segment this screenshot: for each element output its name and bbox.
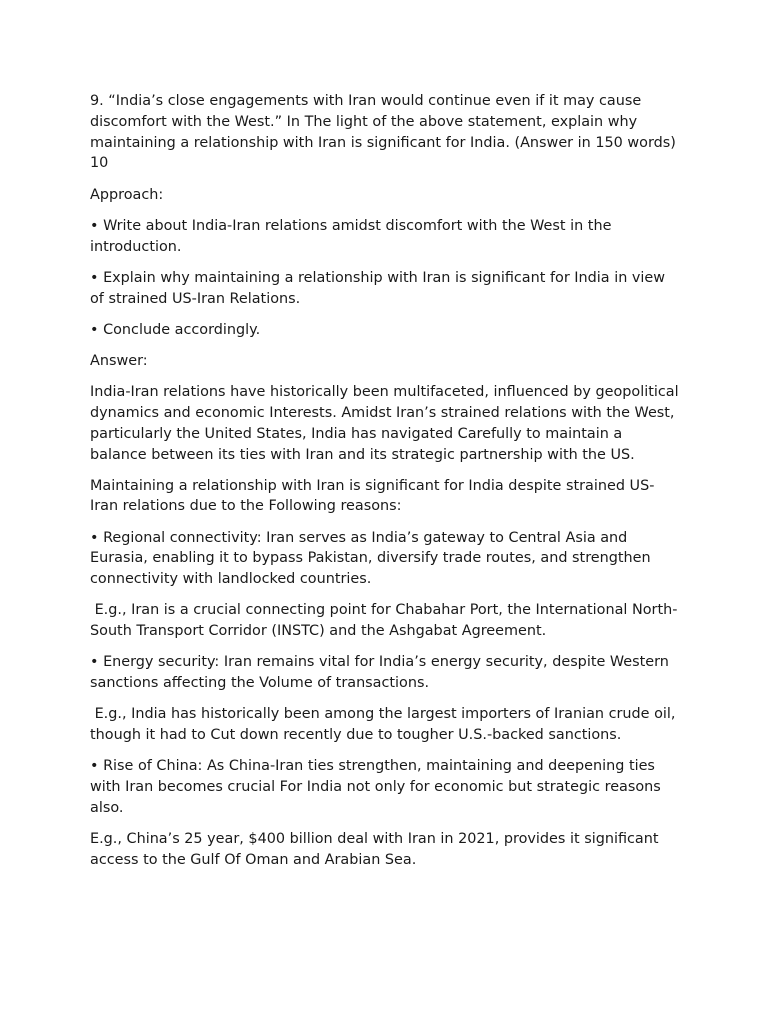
- approach-point: • Explain why maintaining a relationship with Iran is significant for India in view of strained US-Iran Relations.: [90, 269, 670, 307]
- intro-paragraph: India-Iran relations have historically been multifaceted, influenced by geopolitical dynamics and economic Interests. Amidst Iran’s strained relations with the West, particularly the United States, India has navigated Carefully to maintain a balance between its ties with Iran and its strategic partnership with the US.: [90, 384, 684, 463]
- approach-point: • Conclude accordingly.: [90, 321, 261, 338]
- reasons-lead-paragraph: Maintaining a relationship with Iran is significant for India despite strained US-Iran relations due to the Following reasons:: [90, 477, 655, 515]
- point-energy-security: • Energy security: Iran remains vital for India’s energy security, despite Western sanctions affecting the Volume of transactions.: [90, 654, 674, 692]
- example-energy-security: E.g., India has historically been among the largest importers of Iranian crude oil, though it had to Cut down recently due to tougher U.S.-backed sanctions.: [90, 706, 681, 744]
- example-rise-of-china: E.g., China’s 25 year, $400 billion deal with Iran in 2021, provides it significant access to the Gulf Of Oman and Arabian Sea.: [90, 831, 664, 868]
- point-rise-of-china: • Rise of China: As China-Iran ties strengthen, maintaining and deepening ties with Iran becomes crucial For India not only for economic but strategic reasons also.: [90, 758, 666, 816]
- question-text: 9. “India’s close engagements with Iran would continue even if it may cause discomfort with the West.” In The light of the above statement, explain why maintaining a relationship with Iran is significant for India. (Answer in 150 words) 10: [90, 93, 681, 172]
- example-regional-connectivity: E.g., Iran is a crucial connecting point for Chabahar Port, the International North-South Transport Corridor (INSTC) and the Ashgabat Agreement.: [90, 602, 678, 640]
- document-page: [90, 91, 682, 881]
- approach-point: • Write about India-Iran relations amidst discomfort with the West in the introduction.: [90, 217, 617, 255]
- point-regional-connectivity: • Regional connectivity: Iran serves as India’s gateway to Central Asia and Eurasia, enabling it to bypass Pakistan, diversify trade routes, and strengthen connectivity with landlocked countries.: [90, 529, 656, 588]
- approach-heading: Approach:: [90, 186, 164, 203]
- answer-heading: Answer:: [90, 352, 148, 369]
